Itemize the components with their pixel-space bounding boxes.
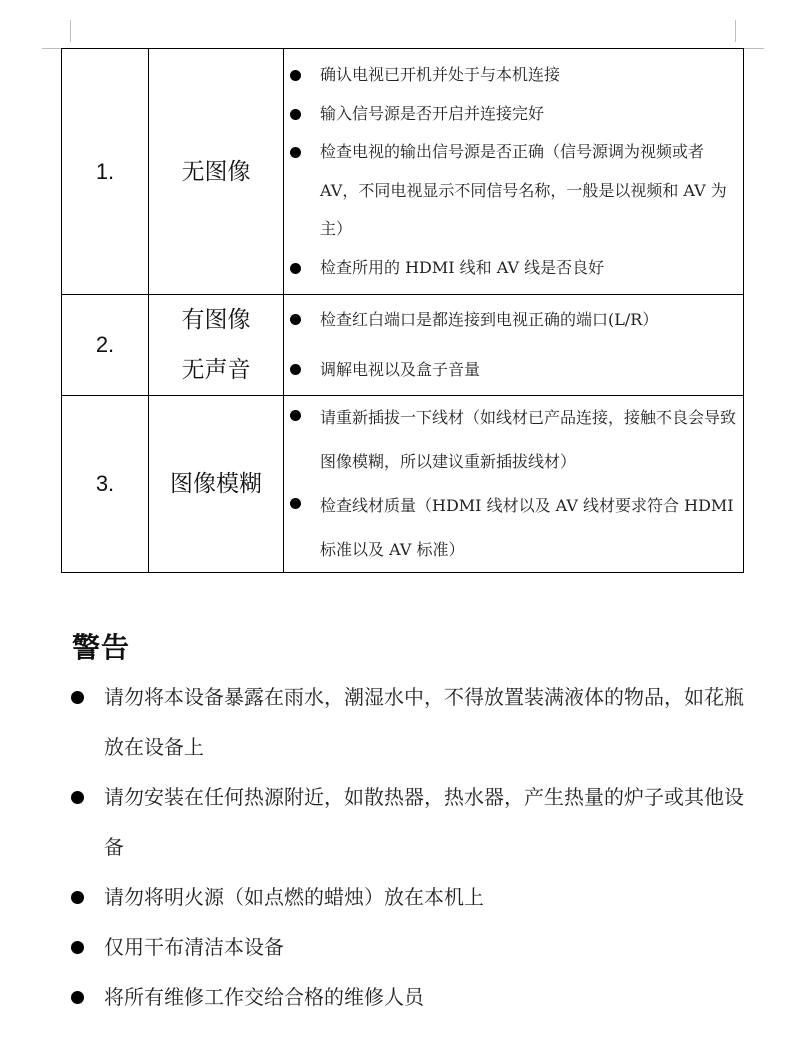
list-item-text: 输入信号源是否开启并连接完好 xyxy=(320,103,545,123)
list-item xyxy=(284,95,743,134)
detail-list xyxy=(284,396,743,572)
bullet-icon xyxy=(290,314,301,325)
warning-list xyxy=(70,672,750,1022)
issue-cell xyxy=(149,295,284,396)
table-row xyxy=(62,396,744,573)
bullet-icon xyxy=(290,364,301,375)
list-item xyxy=(70,972,750,1022)
page-corner-mark xyxy=(742,48,764,49)
list-item xyxy=(284,249,743,288)
list-item-text: 仅用干布清洁本设备 xyxy=(104,935,284,959)
bullet-icon xyxy=(71,891,84,904)
page-corner-mark xyxy=(70,20,71,42)
list-item-text: 请勿将本设备暴露在雨水，潮湿水中，不得放置装满液体的物品，如花瓶放在设备上 xyxy=(104,685,744,759)
list-item-text: 请勿将明火源（如点燃的蜡烛）放在本机上 xyxy=(104,885,484,909)
warning-heading: 警告 xyxy=(72,631,131,664)
bullet-icon xyxy=(71,791,84,804)
list-item xyxy=(70,872,750,922)
bullet-icon xyxy=(290,109,301,120)
list-item xyxy=(70,672,750,772)
bullet-icon xyxy=(71,691,84,704)
list-item xyxy=(284,396,743,484)
troubleshooting-table xyxy=(61,48,744,573)
bullet-icon xyxy=(71,991,84,1004)
issue-cell xyxy=(149,49,284,295)
detail-list xyxy=(284,295,743,395)
table-row xyxy=(62,295,744,396)
list-item-text: 请重新插拔一下线材（如线材已产品连接，接触不良会导致图像模糊，所以建议重新插拔线材） xyxy=(320,408,737,471)
list-item-text: 请勿安装在任何热源附近，如散热器，热水器，产生热量的炉子或其他设备 xyxy=(104,785,744,859)
table-row xyxy=(62,49,744,295)
list-item-text: 检查红白端口是都连接到电视正确的端口(L/R） xyxy=(320,310,659,329)
list-item xyxy=(284,133,743,249)
bullet-icon xyxy=(290,410,301,421)
list-item-text: 检查电视的输出信号源是否正确（信号源调为视频或者 AV，不同电视显示不同信号名称，一般是以视频和 AV 为主） xyxy=(320,142,727,238)
list-item-text: 确认电视已开机并处于与本机连接 xyxy=(320,65,561,84)
page-corner-mark xyxy=(735,20,736,42)
issue-label: 有图像 xyxy=(181,307,251,333)
detail-cell xyxy=(284,49,744,295)
list-item xyxy=(284,56,743,95)
bullet-icon xyxy=(71,941,84,954)
page-corner-mark xyxy=(42,48,62,49)
list-item xyxy=(70,772,750,872)
bullet-icon xyxy=(290,70,301,81)
issue-label: 无图像 xyxy=(181,158,251,185)
list-item xyxy=(70,922,750,972)
detail-cell xyxy=(284,295,744,396)
list-item-text: 调解电视以及盒子音量 xyxy=(320,360,481,379)
bullet-icon xyxy=(290,498,301,509)
list-item xyxy=(284,484,743,572)
row-number: 1. xyxy=(62,49,149,295)
list-item-text: 检查所用的 HDMI 线和 AV 线是否良好 xyxy=(320,257,605,277)
detail-list xyxy=(284,56,743,287)
list-item-text: 检查线材质量（HDMI 线材以及 AV 线材要求符合 HDMI 标准以及 AV 标准） xyxy=(320,496,734,559)
list-item-text: 将所有维修工作交给合格的维修人员 xyxy=(104,985,424,1009)
issue-cell xyxy=(149,396,284,573)
list-item xyxy=(284,295,743,345)
row-number: 3. xyxy=(62,396,149,573)
list-item xyxy=(284,345,743,395)
issue-label: 无声音 xyxy=(181,357,251,383)
bullet-icon xyxy=(290,263,301,274)
issue-label: 图像模糊 xyxy=(170,471,262,497)
bullet-icon xyxy=(290,147,301,158)
detail-cell xyxy=(284,396,744,573)
row-number: 2. xyxy=(62,295,149,396)
